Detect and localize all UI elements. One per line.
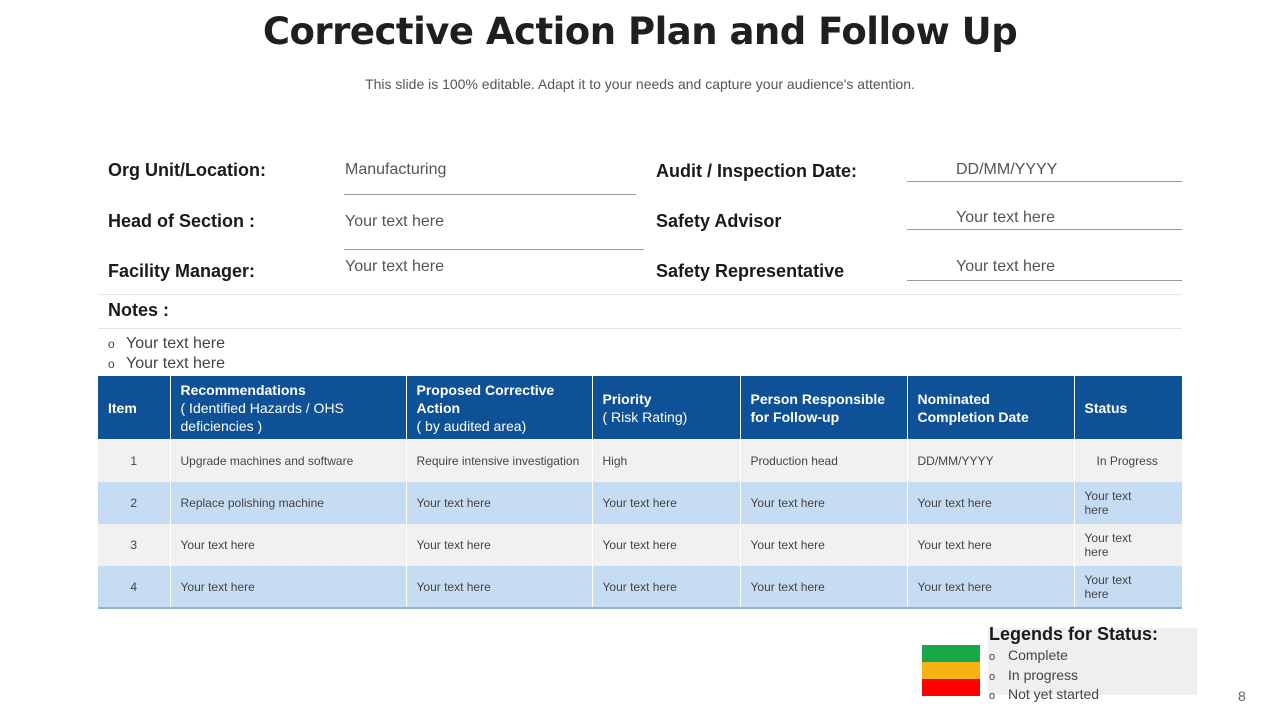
- col-header-item: Item: [98, 376, 170, 439]
- legend-title: Legends for Status:: [989, 624, 1159, 644]
- cell-recommendation[interactable]: Your text here: [170, 524, 406, 566]
- cell-status[interactable]: In Progress: [1074, 439, 1182, 482]
- bullet-icon: o: [989, 670, 996, 683]
- col-header-completion-date: Nominated Completion Date: [907, 376, 1074, 439]
- safety-advisor-value[interactable]: Your text here: [956, 209, 1056, 226]
- legend-list: [989, 647, 1099, 706]
- notes-list: [108, 334, 225, 374]
- audit-date-underline: [907, 181, 1182, 182]
- cell-date[interactable]: Your text here: [907, 482, 1074, 524]
- cell-person[interactable]: Your text here: [740, 482, 907, 524]
- table-row[interactable]: [98, 439, 1182, 482]
- col-header-recommendations: Recommendations ( Identified Hazards / OHS deficiencies ): [170, 376, 406, 439]
- bullet-icon: o: [108, 357, 115, 371]
- table-row[interactable]: [98, 566, 1182, 608]
- safety-advisor-underline: [907, 229, 1182, 230]
- cell-item: 3: [98, 524, 170, 566]
- cell-corrective-action[interactable]: Your text here: [406, 482, 592, 524]
- bullet-icon: o: [989, 690, 996, 702]
- slide-subtitle: This slide is 100% editable. Adapt it to your needs and capture your audience's attention.: [365, 76, 915, 92]
- cell-date[interactable]: DD/MM/YYYY: [907, 439, 1074, 482]
- cell-corrective-action[interactable]: Your text here: [406, 524, 592, 566]
- cell-priority[interactable]: High: [592, 439, 740, 482]
- cell-priority[interactable]: Your text here: [592, 566, 740, 608]
- cell-date[interactable]: Your text here: [907, 566, 1074, 608]
- notes-title: Notes :: [108, 300, 170, 320]
- safety-advisor-label: Safety Advisor: [656, 211, 782, 231]
- cell-person[interactable]: Production head: [740, 439, 907, 482]
- slide-title: Corrective Action Plan and Follow Up: [262, 10, 1018, 53]
- legend-item: o In progress: [989, 667, 1099, 687]
- bullet-icon: o: [989, 651, 996, 663]
- col-header-status: Status: [1074, 376, 1182, 439]
- table-header-row: [98, 376, 1182, 439]
- col-header-person-responsible: Person Responsible for Follow-up: [740, 376, 907, 439]
- legend-swatch-not-started: [922, 679, 980, 696]
- divider-top: [98, 294, 1182, 295]
- cell-priority[interactable]: Your text here: [592, 482, 740, 524]
- facility-manager-label: Facility Manager:: [108, 261, 256, 281]
- bullet-icon: o: [108, 337, 115, 351]
- table-row[interactable]: [98, 482, 1182, 524]
- notes-item[interactable]: o Your text here: [108, 355, 226, 372]
- org-unit-underline: [344, 194, 636, 195]
- cell-item: 1: [98, 439, 170, 482]
- org-unit-label: Org Unit/Location:: [108, 160, 266, 180]
- head-of-section-value[interactable]: Your text here: [345, 213, 445, 230]
- cell-recommendation[interactable]: Upgrade machines and software: [170, 439, 406, 482]
- divider-notes: [98, 328, 1182, 329]
- legend-swatch-complete: [922, 645, 980, 662]
- audit-date-value[interactable]: DD/MM/YYYY: [956, 161, 1058, 178]
- cell-person[interactable]: Your text here: [740, 524, 907, 566]
- cell-priority[interactable]: Your text here: [592, 524, 740, 566]
- safety-representative-underline: [907, 280, 1182, 281]
- cell-date[interactable]: Your text here: [907, 524, 1074, 566]
- notes-item[interactable]: o Your text here: [108, 335, 226, 352]
- cell-person[interactable]: Your text here: [740, 566, 907, 608]
- col-header-corrective-action: Proposed Corrective Action ( by audited area): [406, 376, 592, 439]
- table-row[interactable]: [98, 524, 1182, 566]
- cell-item: 2: [98, 482, 170, 524]
- safety-representative-value[interactable]: Your text here: [956, 258, 1056, 275]
- safety-representative-label: Safety Representative: [656, 261, 845, 281]
- page-number: 8: [1238, 688, 1246, 704]
- cell-recommendation[interactable]: Replace polishing machine: [170, 482, 406, 524]
- facility-manager-value[interactable]: Your text here: [345, 258, 445, 275]
- col-header-priority: Priority ( Risk Rating): [592, 376, 740, 439]
- cell-recommendation[interactable]: Your text here: [170, 566, 406, 608]
- audit-date-label: Audit / Inspection Date:: [656, 161, 858, 181]
- cell-status[interactable]: Your text here: [1074, 566, 1182, 608]
- cell-corrective-action[interactable]: Your text here: [406, 566, 592, 608]
- org-unit-value[interactable]: Manufacturing: [345, 161, 447, 178]
- legend-item: o Complete: [989, 647, 1099, 667]
- cell-item: 4: [98, 566, 170, 608]
- cell-corrective-action[interactable]: Require intensive investigation: [406, 439, 592, 482]
- corrective-action-table: [98, 376, 1182, 609]
- cell-status[interactable]: Your text here: [1074, 482, 1182, 524]
- cell-status[interactable]: Your text here: [1074, 524, 1182, 566]
- legend-item: o Not yet started: [989, 686, 1099, 706]
- legend-swatch-in-progress: [922, 662, 980, 679]
- head-of-section-label: Head of Section :: [108, 211, 256, 231]
- head-of-section-underline: [344, 249, 644, 250]
